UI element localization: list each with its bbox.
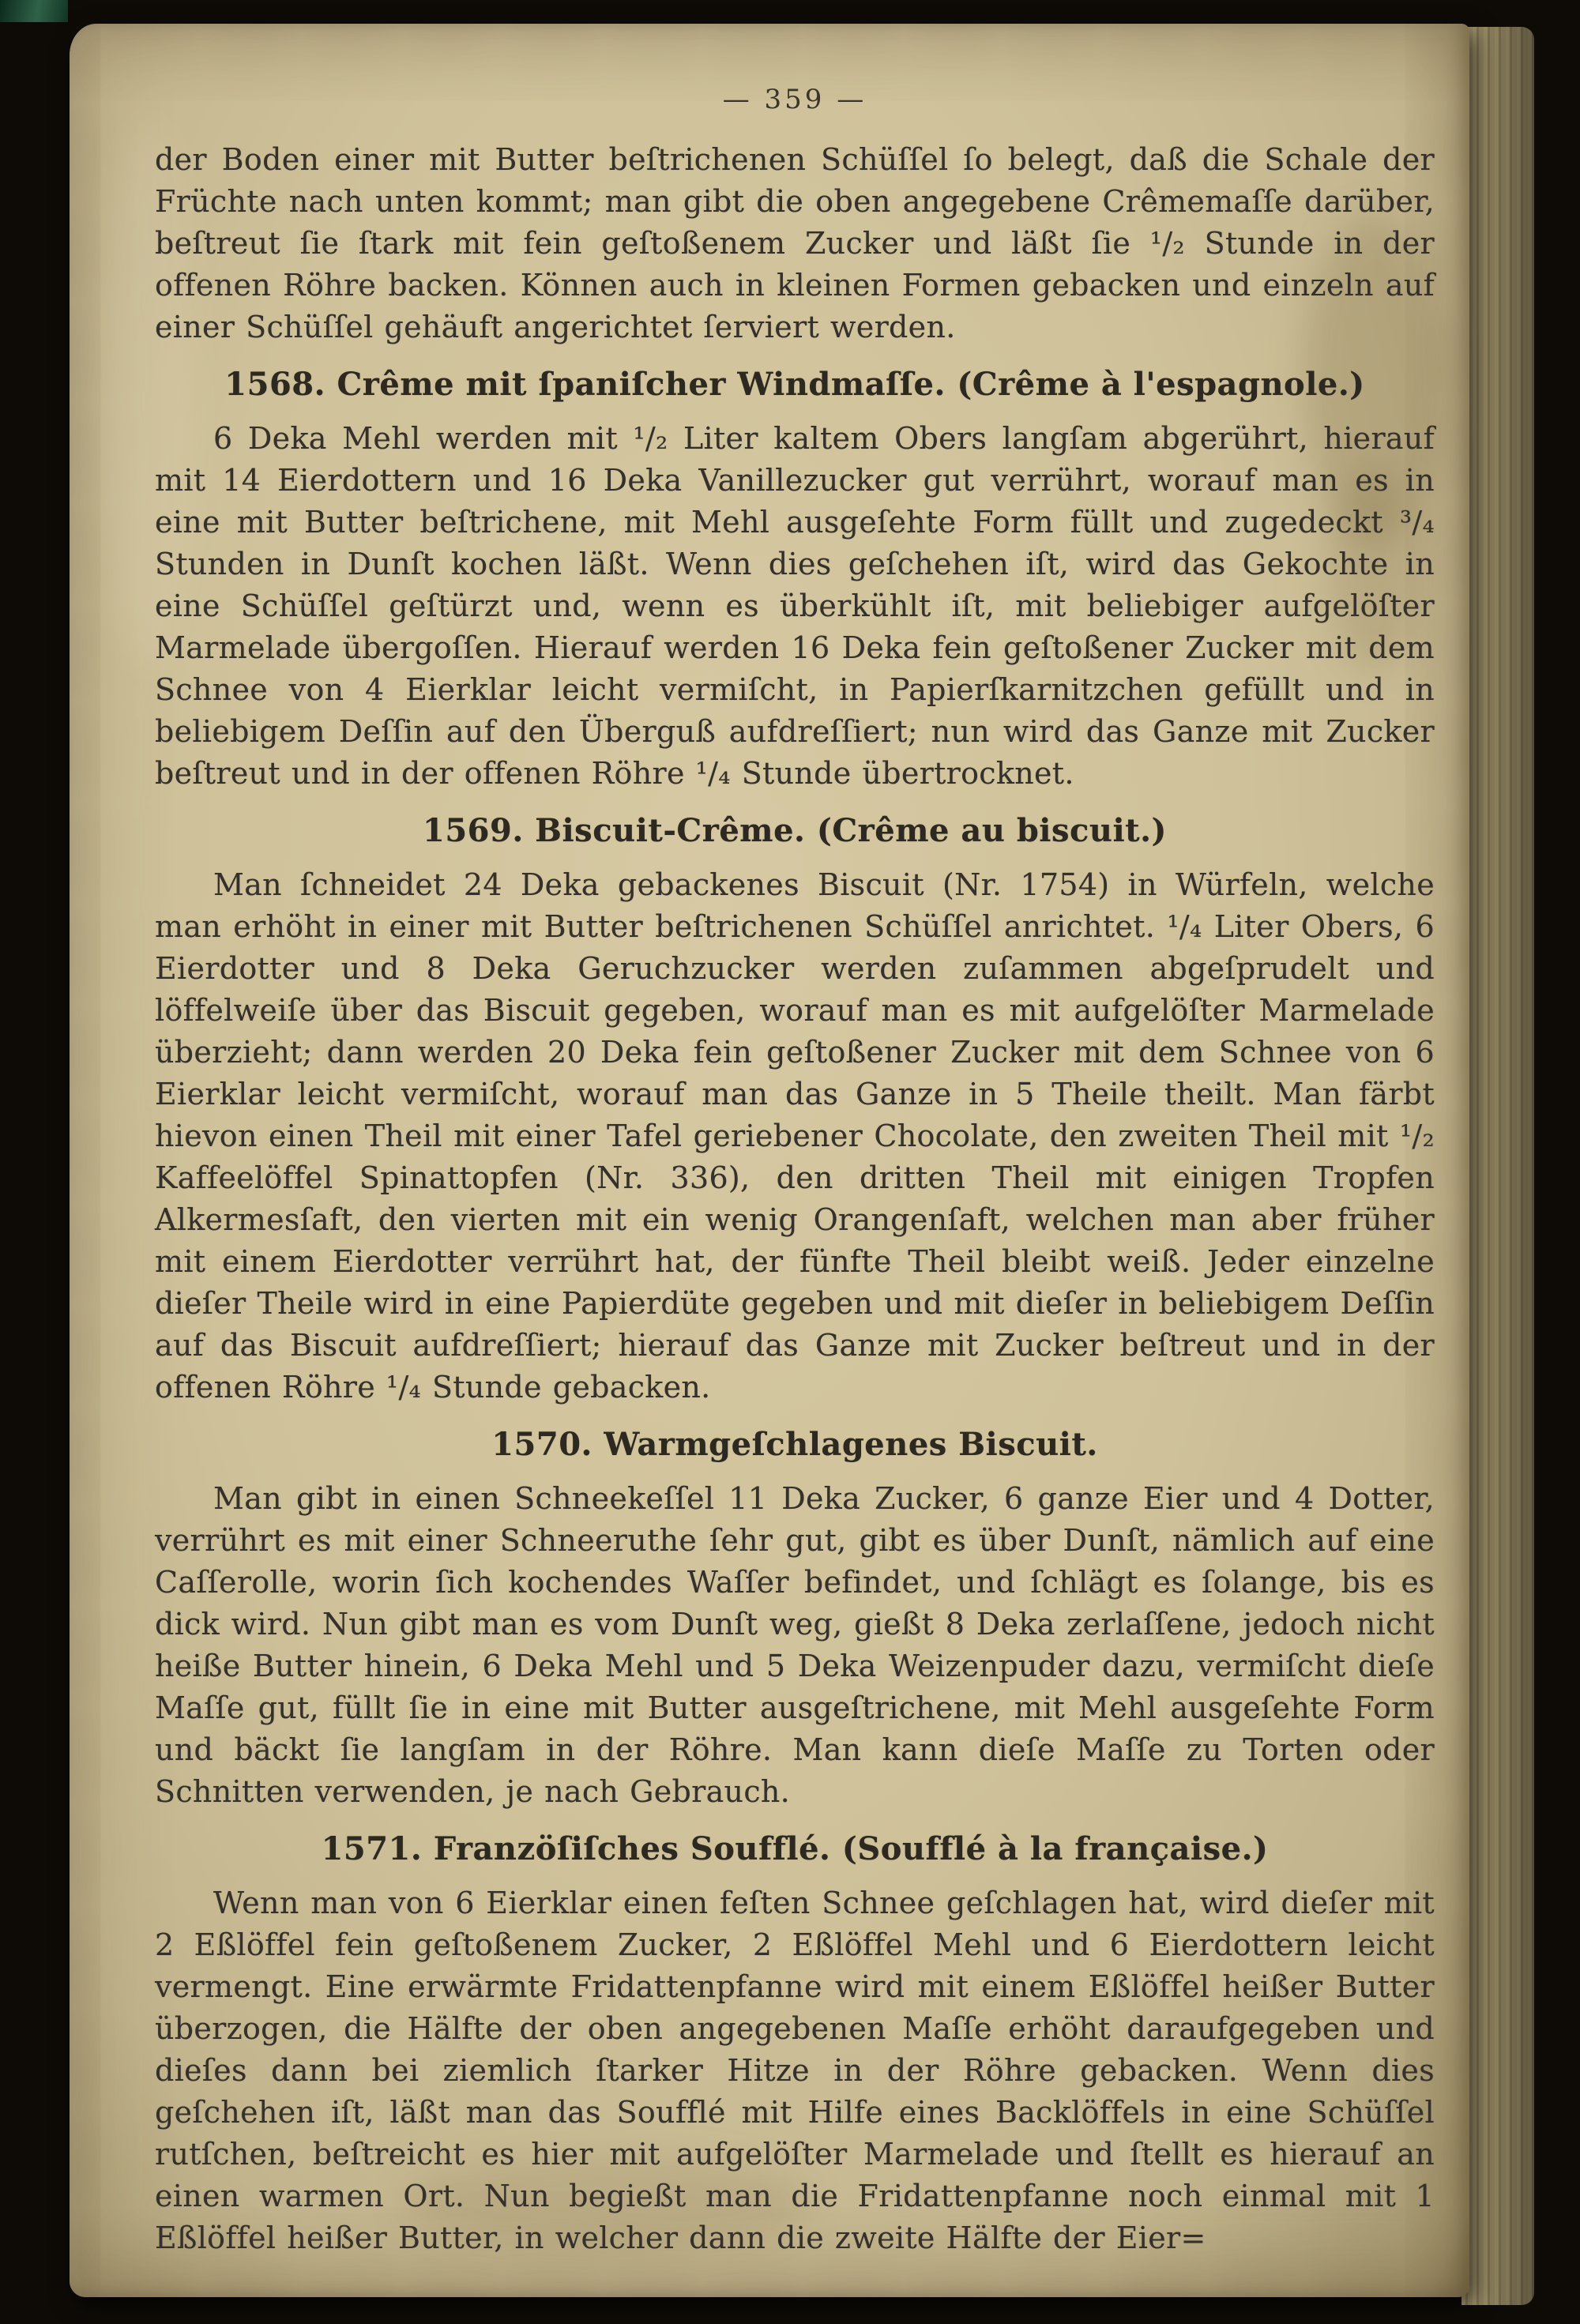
book-page bbox=[70, 24, 1469, 2297]
page-content bbox=[155, 84, 1435, 2266]
recipe-heading-1570 bbox=[155, 1424, 1435, 1465]
recipe-title-french: (Soufflé à la française.) bbox=[841, 1830, 1269, 1867]
recipe-title-german: 1571. Franzöſiſches Soufflé. bbox=[321, 1830, 831, 1867]
recipe-heading-1571 bbox=[155, 1829, 1435, 1870]
recipe-text-1568: 6 Deka Mehl werden mit ¹/₂ Liter kaltem Obers langſam abgerührt, hierauf mit 14 Eierdottern und 16 Deka Vanillezucker gut verrührt, worauf man es in eine mit Butter beſtrichene, mit Mehl ausgeſehte Form füllt und zugedeckt ³/₄ Stunden in Dunſt kochen läßt. Wenn dies geſchehen iſt, wird das Gekochte in eine Schüſſel geſtürzt und, wenn es überkühlt iſt, mit beliebiger aufgelöſter Marmelade übergoſſen. Hierauf werden 16 Deka fein geſtoßener Zucker mit dem Schnee von 4 Eierklar leicht vermiſcht, in Papierſkarnitzchen gefüllt und in beliebigem Deſſin auf den Überguß aufdreſſiert; nun wird das Ganze mit Zucker beſtreut und in der offenen Röhre ¹/₄ Stunde übertrocknet. bbox=[155, 421, 1435, 791]
recipe-heading-1568 bbox=[155, 364, 1435, 405]
page-stack-edge bbox=[1462, 27, 1534, 2305]
paragraph-continuation: der Boden einer mit Butter beſtrichenen Schüſſel ſo belegt, daß die Schale der Früchte nach unten kommt; man gibt die oben angegebene Crêmemaſſe darüber, beſtreut ſie ſtark mit fein geſtoßenem Zucker und läßt ſie ¹/₂ Stunde in der offenen Röhre backen. Können auch in kleinen Formen gebacken und einzeln auf einer Schüſſel gehäuft angerichtet ſerviert werden. bbox=[155, 142, 1435, 344]
recipe-heading-1569 bbox=[155, 810, 1435, 852]
recipe-text-1569: Man ſchneidet 24 Deka gebackenes Biscuit (Nr. 1754) in Würfeln, welche man erhöht in einer mit Butter beſtrichenen Schüſſel anrichtet. ¹/₄ Liter Obers, 6 Eierdotter und 8 Deka Geruchzucker werden zuſammen abgeſprudelt und löffelweiſe über das Biscuit gegeben, worauf man es mit aufgelöſter Marmelade überzieht; dann werden 20 Deka fein geſtoßener Zucker mit dem Schnee von 6 Eierklar leicht vermiſcht, worauf man das Ganze in 5 Theile theilt. Man färbt hievon einen Theil mit einer Tafel geriebener Chocolate, den zweiten Theil mit ¹/₂ Kaffeelöffel Spinattopfen (Nr. 336), den dritten Theil mit einigen Tropfen Alkermesſaft, den vierten mit ein wenig Orangenſaft, welchen man aber früher mit einem Eierdotter verrührt hat, der fünfte Theil bleibt weiß. Jeder einzelne dieſer Theile wird in eine Papierdüte gegeben und mit dieſer in beliebigem Deſſin auf das Biscuit aufdreſſiert; hierauf das Ganze mit Zucker beſtreut und in der offenen Röhre ¹/₄ Stunde gebacken. bbox=[155, 867, 1435, 1405]
recipe-title-french: (Crême au biscuit.) bbox=[816, 812, 1167, 849]
recipe-title-german: 1569. Biscuit-Crême. bbox=[423, 812, 806, 849]
page-number: — 359 — bbox=[722, 84, 867, 115]
recipe-text-1570: Man gibt in einen Schneekeſſel 11 Deka Zucker, 6 ganze Eier und 4 Dotter, verrührt es mit einer Schneeruthe ſehr gut, gibt es über Dunſt, nämlich auf eine Caſſerolle, worin ſich kochendes Waſſer befindet, und ſchlägt es ſolange, bis es dick wird. Nun gibt man es vom Dunſt weg, gießt 8 Deka zerlaſſene, jedoch nicht heiße Butter hinein, 6 Deka Mehl und 5 Deka Weizenpuder dazu, vermiſcht dieſe Maſſe gut, füllt ſie in eine mit Butter ausgeſtrichene, mit Mehl ausgeſehte Form und bäckt ſie langſam in der Röhre. Man kann dieſe Maſſe zu Torten oder Schnitten verwenden, je nach Gebrauch. bbox=[155, 1481, 1435, 1809]
recipe-title-german: 1570. Warmgeſchlagenes Biscuit. bbox=[491, 1426, 1098, 1463]
recipe-text-1571: Wenn man von 6 Eierklar einen feſten Schnee geſchlagen hat, wird dieſer mit 2 Eßlöffel fein geſtoßenem Zucker, 2 Eßlöffel Mehl und 6 Eierdottern leicht vermengt. Eine erwärmte Fridattenpfanne wird mit einem Eßlöffel heißer Butter überzogen, die Hälfte der oben angegebenen Maſſe erhöht daraufgegeben und dieſes dann bei ziemlich ſtarker Hitze in der Röhre gebacken. Wenn dies geſchehen iſt, läßt man das Soufflé mit Hilfe eines Backlöffels in eine Schüſſel rutſchen, beſtreicht es hier mit aufgelöſter Marmelade und ſtellt es hierauf an einen warmen Ort. Nun begießt man die Fridattenpfanne noch einmal mit 1 Eßlöffel heißer Butter, in welcher dann die zweite Hälfte der Eier= bbox=[155, 1886, 1435, 2255]
recipe-title-german: 1568. Crême mit ſpaniſcher Windmaſſe. bbox=[224, 366, 946, 403]
book-cover-edge bbox=[0, 0, 68, 22]
recipe-title-french: (Crême à l'espagnole.) bbox=[957, 366, 1365, 403]
